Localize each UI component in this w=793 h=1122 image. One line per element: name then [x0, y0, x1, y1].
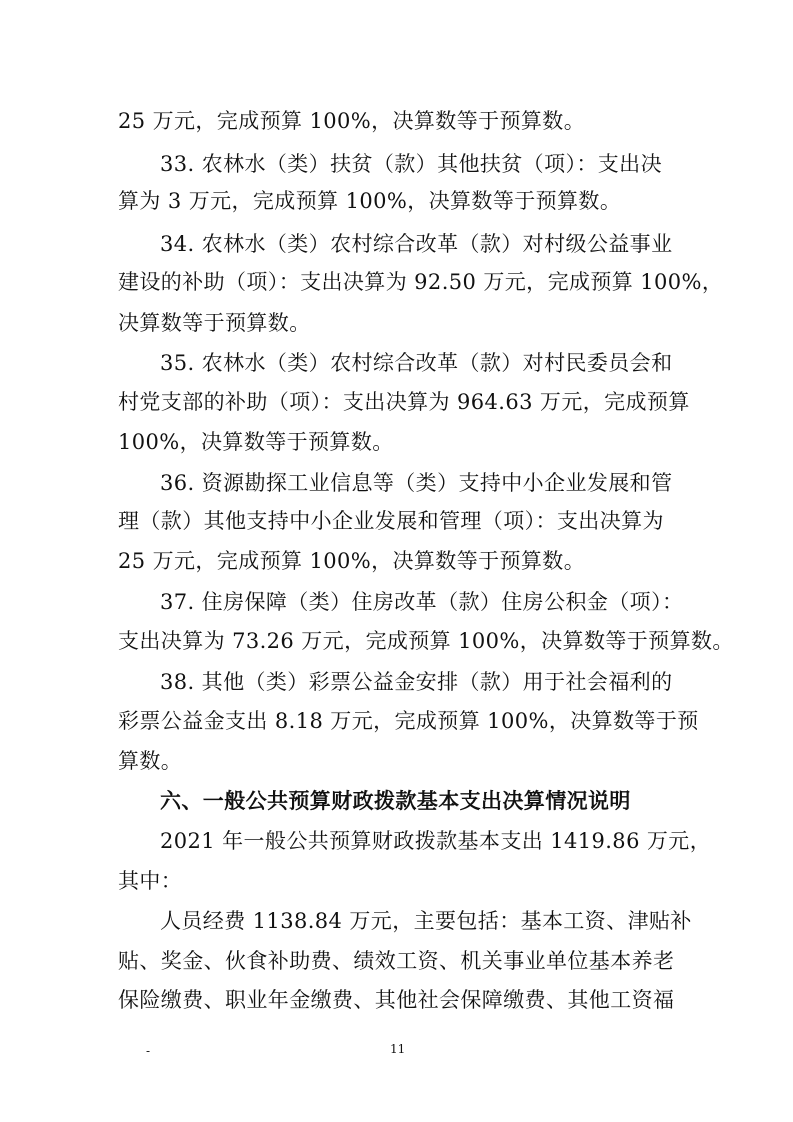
text-line: 2021 年一般公共预算财政拨款基本支出 1419.86 万元，: [160, 829, 712, 853]
text-line: 100%，决算数等于预算数。: [118, 430, 394, 454]
text-line: 理（款）其他支持中小企业发展和管理（项）：支出决算为: [118, 509, 664, 533]
text-line: 算为 3 万元，完成预算 100%，决算数等于预算数。: [118, 189, 622, 213]
text-line: 贴、奖金、伙食补助费、绩效工资、机关事业单位基本养老: [118, 949, 675, 973]
text-line: 建设的补助（项）：支出决算为 92.50 万元，完成预算 100%，: [118, 270, 724, 294]
page-number: 11: [390, 1042, 406, 1056]
text-line: 37. 住房保障（类）住房改革（款）住房公积金（项）：: [160, 590, 684, 614]
text-line: 38. 其他（类）彩票公益金安排（款）用于社会福利的: [160, 670, 673, 694]
text-line: 村党支部的补助（项）：支出决算为 964.63 万元，完成预算: [118, 390, 690, 414]
text-line: 35. 农林水（类）农村综合改革（款）对村民委员会和: [160, 351, 673, 375]
text-line: 彩票公益金支出 8.18 万元，完成预算 100%，决算数等于预: [118, 709, 699, 733]
text-line: 人员经费 1138.84 万元，主要包括：基本工资、津贴补: [160, 909, 692, 933]
text-line: 25 万元，完成预算 100%，决算数等于预算数。: [118, 549, 586, 573]
text-line: 保险缴费、职业年金缴费、其他社会保障缴费、其他工资福: [118, 988, 675, 1012]
text-line: 36. 资源勘探工业信息等（类）支持中小企业发展和管: [160, 471, 673, 495]
text-line: 其中：: [118, 869, 183, 893]
text-line: 25 万元，完成预算 100%，决算数等于预算数。: [118, 109, 586, 133]
text-line: 算数。: [118, 749, 183, 773]
text-line: 决算数等于预算数。: [118, 311, 311, 335]
text-line: 34. 农林水（类）农村综合改革（款）对村级公益事业: [160, 232, 673, 256]
section-heading: 六、一般公共预算财政拨款基本支出决算情况说明: [160, 788, 631, 813]
footer-dash: -: [146, 1044, 151, 1058]
text-line: 33. 农林水（类）扶贫（款）其他扶贫（项）：支出决: [160, 152, 662, 176]
text-line: 支出决算为 73.26 万元，完成预算 100%，决算数等于预算数。: [118, 629, 734, 653]
